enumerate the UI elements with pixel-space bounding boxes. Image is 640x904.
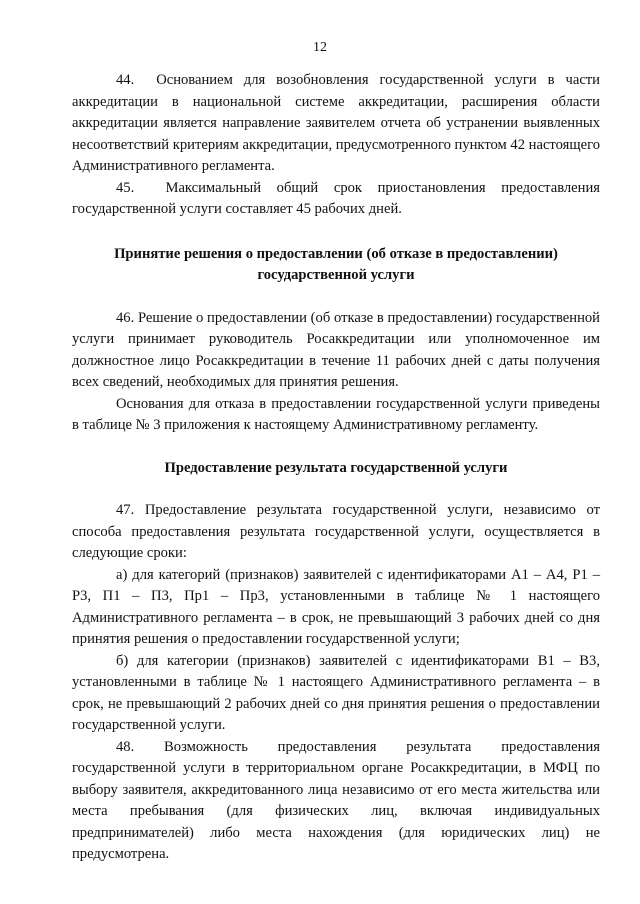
paragraph-44: 44. Основанием для возобновления государственной услуги в части аккредитации в национальной системе аккредитации, расширения области аккредитации является направление заявителем отчета об устранении выявленных несоответствий критериям аккредитации, предусмотренного пунктом 42 настоящего Административного регламента.: [72, 72, 600, 174]
section-heading-result: Предоставление результата государственной услуги: [164, 459, 508, 476]
page-number: 12: [313, 40, 327, 55]
paragraph-46-grounds: Основания для отказа в предоставлении государственной услуги приведены в таблице № 3 приложения к настоящему Административному регламенту.: [72, 395, 600, 433]
paragraph-48: 48. Возможность предоставления результата предоставления государственной услуги в территориальном органе Росаккредитации, в МФЦ по выбору заявителя, аккредитованного лица независимо от его места жительства или места пребывания (для физических лиц, включая индивидуальных предпринимателей) либо места нахождения (для юридических лиц) не предусмотрена.: [72, 738, 600, 862]
document-body: [72, 70, 600, 866]
paragraph-46: 46. Решение о предоставлении (об отказе в предоставлении) государственной услуги принимает руководитель Росаккредитации или уполномоченное им должностное лицо Росаккредитации в течение 11 рабочих дней с даты получения всех сведений, необходимых для принятия решения.: [72, 309, 600, 390]
paragraph-47: 47. Предоставление результата государственной услуги, независимо от способа предоставления результата государственной услуги, осуществляется в следующие сроки:: [72, 502, 600, 561]
section-heading-decision: Принятие решения о предоставлении (об отказе в предоставлении) государственной услуги: [114, 245, 558, 283]
paragraph-47-b: б) для категории (признаков) заявителей с идентификаторами В1 – В3, установленными в таблице № 1 настоящего Административного регламента – в срок, не превышающий 2 рабочих дней со дня принятия решения о предоставлении государственной услуги.: [72, 652, 600, 733]
paragraph-47-a: а) для категорий (признаков) заявителей с идентификаторами А1 – А4, Р1 – Р3, П1 – П3, Пр1 – Пр3, установленными в таблице № 1 настоящего Административного регламента – в срок, не превышающий 3 рабочих дней со дня принятия решения о предоставлении государственной услуги;: [72, 566, 600, 647]
paragraph-45: 45. Максимальный общий срок приостановления предоставления государственной услуги составляет 45 рабочих дней.: [72, 179, 600, 217]
